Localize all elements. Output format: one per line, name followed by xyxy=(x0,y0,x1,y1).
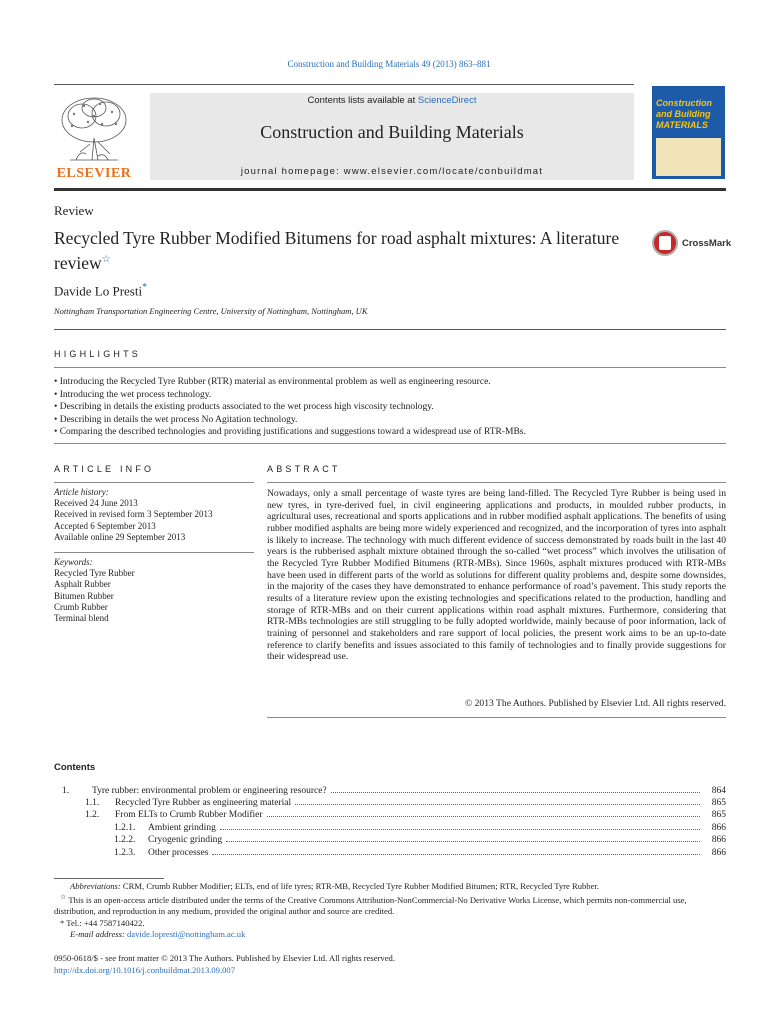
tel-text: Tel.: +44 7587140422. xyxy=(66,917,145,928)
doi-link[interactable]: http://dx.doi.org/10.1016/j.conbuildmat.2013.09.007 xyxy=(54,964,236,975)
highlight-item: • Introducing the Recycled Tyre Rubber (RTR) material as environmental problem as well as engineering resource. xyxy=(54,377,491,387)
history-revised: Received in revised form 3 September 2013 xyxy=(54,509,213,520)
keyword: Bitumen Rubber xyxy=(54,590,114,601)
toc-leader xyxy=(295,804,700,805)
article-info-heading: ARTICLE INFO xyxy=(54,464,155,474)
toc-leader xyxy=(220,829,700,830)
article-info-rule xyxy=(54,482,254,483)
email-note xyxy=(54,929,726,940)
toc-number: 1.2.3. xyxy=(114,848,136,858)
keywords-block xyxy=(54,557,264,624)
history-online: Available online 29 September 2013 xyxy=(54,531,186,542)
contents-heading: Contents xyxy=(54,762,96,773)
highlight-text: Comparing the described technologies and providing justifications and suggestions toward a widespread use of RTR-MBs. xyxy=(59,427,526,438)
tel-mark: * xyxy=(60,917,65,928)
history-label: Article history: xyxy=(54,487,109,497)
toc-entry[interactable] xyxy=(54,834,726,846)
footnotes xyxy=(54,881,726,940)
toc-page: 865 xyxy=(711,810,726,820)
toc-entry[interactable] xyxy=(54,785,726,797)
toc-leader xyxy=(267,816,700,817)
journal-citation[interactable]: Construction and Building Materials 49 (2013) 863–881 xyxy=(287,59,491,69)
history-accepted: Accepted 6 September 2013 xyxy=(54,520,156,531)
toc-title: Tyre rubber: environmental problem or engineering resource? xyxy=(92,786,327,796)
journal-title: Construction and Building Materials xyxy=(260,122,524,142)
toc-title: From ELTs to Crumb Rubber Modifier xyxy=(115,810,263,820)
article-type: Review xyxy=(54,203,94,218)
toc-number: 1.1. xyxy=(85,798,100,808)
abstract-copyright: © 2013 The Authors. Published by Elsevier Ltd. All rights reserved. xyxy=(464,698,726,709)
title-footnote-mark[interactable]: ☆ xyxy=(101,254,111,265)
highlight-item: • Describing in details the existing products associated to the wet process high viscosity technology. xyxy=(54,402,434,413)
author-affiliation: Nottingham Transportation Engineering Centre, University of Nottingham, Nottingham, UK xyxy=(54,306,368,316)
toc-entry[interactable] xyxy=(54,822,726,834)
email-link[interactable]: davide.lopresti@nottingham.ac.uk xyxy=(126,929,246,940)
highlight-text: Describing in details the existing products associated to the wet process high viscosity technology. xyxy=(59,402,434,413)
toc-page: 865 xyxy=(711,798,726,808)
article-title-text: Recycled Tyre Rubber Modified Bitumens for road asphalt mixtures: A literature review xyxy=(54,228,620,273)
open-access-note xyxy=(54,892,726,917)
journal-cover-strip xyxy=(656,138,721,176)
abstract-text: Nowadays, only a small percentage of waste tyres are being land-filled. The Recycled Tyre Rubber is being used in new tyres, in tyre-derived fuel, in civil engineering applications and products, in moulded rubber products, in agricultural uses, recreational and sports applications and in rubber modified asphalt applications. The benefits of using rubber modified asphalts are being more widely experienced and recognized, and the incorporation of tyres into asphalt is likely to increase. The technology with much different evidence of success demonstrated by roads built in the last 40 years is the rubberised asphalt mixture obtained through the so-called “wet process” which involves the utilisation of the Recycled Tyre Rubber Modified Bitumens (RTR-MBs). Since 1960s, asphalt mixtures produced with RTR-MBs have been used in different parts of the world as solutions for different quality problems and, despite some downsides, in the majority of the cases they have demonstrated to enhance performance of road’s pavement. This study reports the results of a literature review upon the existing technologies and specifications related to the production, handling and storage of RTR-MBs and on their current applications within road asphalt mixtures. Furthermore, considering that RTR-MBs technologies are still struggling to be fully adopted worldwide, mainly because of poor information, lack of training of personnel and stakeholders and rare support of local policies, the present work aims to be an up-to-date reference to clarify benefits and issues associated to this family of technologies and to finally provide suggestions for their widespread use. xyxy=(267,488,726,663)
abbreviations-text: CRM, Crumb Rubber Modifier; ELTs, end of life tyres; RTR-MB, Recycled Tyre Rubber Modified Bitumen; RTR, Recycled Tyre Rubber. xyxy=(120,881,599,891)
toc-title: Cryogenic grinding xyxy=(148,835,223,845)
toc-number: 1.2.2. xyxy=(114,835,136,845)
bottom-info xyxy=(54,953,395,976)
header-top-rule xyxy=(54,84,634,85)
toc-title: Ambient grinding xyxy=(148,823,216,833)
keywords-rule xyxy=(54,552,254,553)
contents-available xyxy=(150,95,634,106)
abstract-heading: ABSTRACT xyxy=(267,464,341,474)
toc-leader xyxy=(212,854,700,855)
toc-title: Recycled Tyre Rubber as engineering material xyxy=(115,798,292,808)
toc-page: 866 xyxy=(711,823,726,833)
tel-note xyxy=(54,918,726,929)
abbreviations-label: Abbreviations: xyxy=(70,881,121,891)
header-bottom-rule xyxy=(54,188,726,191)
email-label: E-mail address: xyxy=(70,929,125,940)
highlight-text: Introducing the Recycled Tyre Rubber (RTR) material as environmental problem as well as engineering resource. xyxy=(59,377,491,387)
author-name-text: Davide Lo Presti xyxy=(54,283,143,299)
toc-entry[interactable] xyxy=(54,797,726,809)
keyword: Asphalt Rubber xyxy=(54,579,111,590)
section-rule xyxy=(54,329,726,330)
highlights-bottom-rule xyxy=(54,443,726,444)
abbreviations-note xyxy=(54,881,726,892)
author-footnote-mark[interactable]: * xyxy=(142,282,148,293)
article-history xyxy=(54,487,264,543)
footnote-rule xyxy=(54,878,164,879)
contents-prefix: Contents lists available at xyxy=(307,95,418,106)
crossmark-label[interactable]: CrossMark xyxy=(682,238,732,249)
issn-line: 0950-0618/$ - see front matter © 2013 The Authors. Published by Elsevier Ltd. All rights reserved. xyxy=(54,953,395,963)
toc-number: 1.2. xyxy=(85,810,100,820)
toc-page: 866 xyxy=(711,835,726,845)
toc-leader xyxy=(331,792,700,793)
author-name xyxy=(54,282,147,299)
open-access-mark: ☆ xyxy=(60,893,67,902)
journal-cover-title: Construction and Building MATERIALS xyxy=(656,98,712,130)
crossmark-bookmark-icon xyxy=(659,236,671,250)
article-title xyxy=(54,227,644,274)
highlight-item: • Comparing the described technologies and providing justifications and suggestions toward a widespread use of RTR-MBs. xyxy=(54,427,526,438)
highlight-text: Introducing the wet process technology. xyxy=(59,389,212,400)
highlight-item: • Introducing the wet process technology. xyxy=(54,389,212,400)
abstract-top-rule xyxy=(267,482,726,483)
open-access-text: This is an open-access article distributed under the terms of the Creative Commons Attribution-NonCommercial-No Derivative Works License, which permits non-commercial use, distribution, and reproduction in any medium, provided the original author and source are credited. xyxy=(54,895,687,917)
journal-homepage-link[interactable]: journal homepage: www.elsevier.com/locate/conbuildmat xyxy=(240,166,544,177)
elsevier-wordmark: ELSEVIER xyxy=(56,166,132,181)
highlights-heading: HIGHLIGHTS xyxy=(54,349,142,359)
keyword: Crumb Rubber xyxy=(54,601,108,612)
history-received: Received 24 June 2013 xyxy=(54,498,138,509)
toc-entry[interactable] xyxy=(54,847,726,859)
toc-title: Other processes xyxy=(148,848,209,858)
keyword: Terminal blend xyxy=(54,613,109,624)
abstract-bottom-rule xyxy=(267,717,726,718)
sciencedirect-link[interactable]: ScienceDirect xyxy=(417,95,477,106)
highlight-item: • Describing in details the wet process No Agitation technology. xyxy=(54,414,298,425)
toc-number: 1. xyxy=(62,786,70,796)
highlight-text: Describing in details the wet process No Agitation technology. xyxy=(59,414,298,425)
highlights-list xyxy=(54,376,734,439)
highlights-top-rule xyxy=(54,367,726,368)
toc-entry[interactable] xyxy=(54,809,726,821)
keywords-label: Keywords: xyxy=(54,557,93,567)
toc-leader xyxy=(226,841,700,842)
keyword: Recycled Tyre Rubber xyxy=(54,568,135,579)
toc-number: 1.2.1. xyxy=(114,823,136,833)
toc-page: 866 xyxy=(711,848,726,858)
toc-page: 864 xyxy=(711,786,726,796)
